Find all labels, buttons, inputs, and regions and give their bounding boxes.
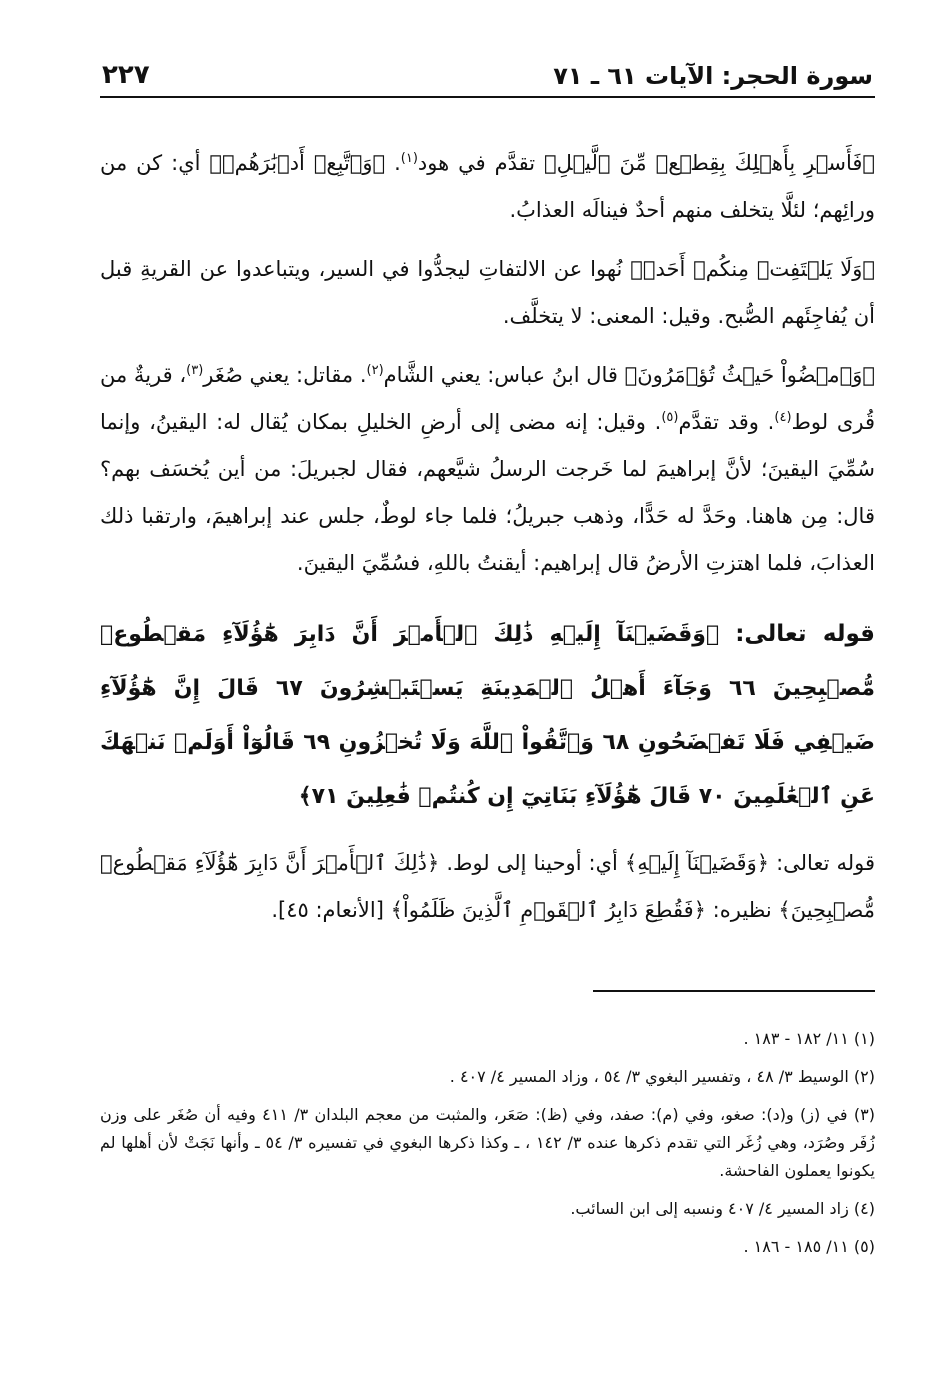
page-number: ٢٢٧ xyxy=(102,60,150,90)
quran-block-lead: قوله تعالى: xyxy=(735,621,875,647)
footnote-separator xyxy=(593,990,875,992)
paragraph-3-text-e: . وقيل: إنه مضى إلى أرضِ الخليلِ بمكان يُقال له: اليقينُ، وإنما سُمِّيَ اليقينَ؛ لأنَّ إبراهيمَ لما خَرجت الرسلُ شيَّعهم، فقال لجبريلَ: من أين يُخسَف بهم؟ قال: مِن هاهنا. وحَدَّ له حَدًّا، وذهب جبريلُ؛ فلما جاء لوطٌ، جلس عند إبراهيمَ، وارتقبا ذلك العذابَ، فلما اهتزتِ الأرضُ قال إبراهيم: أيقنتُ باللهِ، فسُمِّيَ اليقينَ. xyxy=(100,410,875,575)
paragraph-1-text-a: ﴿فَأَسۡرِ بِأَهۡلِكَ بِقِطۡعٖ مِّنَ ٱلَّيۡلِ﴾ تقدَّم في هود xyxy=(417,151,875,175)
paragraph-3-text-d: . وقد تقدَّم xyxy=(678,410,775,434)
footnote-ref-2: (٢) xyxy=(366,363,384,378)
paragraph-3-text-b: . مقاتل: يعني صُغَر xyxy=(203,363,367,387)
paragraph-2-text: ﴿وَلَا يَلۡتَفِتۡ مِنكُمۡ أَحَدٞ﴾ نُهوا عن الالتفاتِ ليجدُّوا في السير، ويتباعدوا عن القريةِ قبل أن يُفاجِئَهم الصُّبح. وقيل: المعنى: لا يتخلَّف. xyxy=(100,257,875,328)
footnote-ref-3: (٣) xyxy=(186,363,204,378)
footnote-4: (٤) زاد المسير ٤/ ٤٠٧ ونسبه إلى ابن السائب. xyxy=(570,1199,875,1218)
footnote-ref-5: (٥) xyxy=(661,410,679,425)
footnote-1: (١) ١١/ ١٨٢ - ١٨٣ . xyxy=(743,1029,875,1048)
footnote-ref-1: (١) xyxy=(400,151,418,166)
footnote-ref-4: (٤) xyxy=(774,410,792,425)
footnote-2: (٢) الوسيط ٣/ ٤٨ ، وتفسير البغوي ٣/ ٥٤ ، وزاد المسير ٤/ ٤٠٧ . xyxy=(449,1067,875,1086)
paragraph-1-text-b: . ﴿وَٱتَّبِعۡ أَدۡبَٰرَهُمۡ﴾ أي: كن من ورائِهم؛ لئلَّا يتخلف منهم أحدٌ فينالَه العذابُ. xyxy=(100,151,875,222)
paragraph-3-text-c: ، قريةٌ من قُرى لوط xyxy=(100,363,875,434)
paragraph-1 xyxy=(100,140,875,234)
running-header xyxy=(100,58,875,98)
paragraph-2 xyxy=(100,246,875,340)
main-text xyxy=(100,140,875,946)
paragraph-3 xyxy=(100,352,875,587)
footnote-5: (٥) ١١/ ١٨٥ - ١٨٦ . xyxy=(743,1237,875,1256)
closing-paragraph: قوله تعالى: ﴿وَقَضَيۡنَآ إِلَيۡهِ﴾ أي: أوحينا إلى لوط. ﴿ذَٰلِكَ ٱلۡأَمۡرَ أَنَّ دَابِرَ هَٰٓؤُلَآءِ مَقۡطُوعٞ مُّصۡبِحِينَ﴾ نظيره: ﴿فَقُطِعَ دَابِرُ ٱلۡقَوۡمِ ٱلَّذِينَ ظَلَمُواْ﴾ [الأنعام: ٤٥]. xyxy=(100,851,875,922)
footnote-3: (٣) في (ز) و(د): صغو، وفي (م): صفد، وفي (ظ): صَعَر، والمثبت من معجم البلدان ٣/ ٤١١ وفيه أن صُغَر على وزن زُفَر وصُرَد، وهي زُغَر التي تقدم ذكرها عنده ٣/ ١٤٢ ، ـ وكذا ذكرها البغوي في تفسيره ٣/ ٥٤ ـ وأنها نَجَتْ لأن أهلها لم يكونوا يعملون الفاحشة. xyxy=(100,1105,875,1180)
header-title: سورة الحجر: الآيات ٦١ ـ ٧١ xyxy=(553,62,873,90)
quran-block-text: ﴿وَقَضَيۡنَآ إِلَيۡهِ ذَٰلِكَ ٱلۡأَمۡرَ أَنَّ دَابِرَ هَٰٓؤُلَآءِ مَقۡطُوعٞ مُّصۡبِحِينَ ٦٦ وَجَآءَ أَهۡلُ ٱلۡمَدِينَةِ يَسۡتَبۡشِرُونَ ٦٧ قَالَ إِنَّ هَٰٓؤُلَآءِ ضَيۡفِي فَلَا تَفۡضَحُونِ ٦٨ وَٱتَّقُواْ ٱللَّهَ وَلَا تُخۡزُونِ ٦٩ قَالُوٓاْ أَوَلَمۡ نَنۡهَكَ عَنِ ٱلۡعَٰلَمِينَ ٧٠ قَالَ هَٰٓؤُلَآءِ بَنَاتِيٓ إِن كُنتُمۡ فَٰعِلِينَ ٧١﴾ xyxy=(100,622,875,809)
paragraph-3-text-a: ﴿وَٱمۡضُواْ حَيۡثُ تُؤۡمَرُونَ﴾ قال ابنُ عباس: يعني الشَّام xyxy=(383,363,875,387)
footnotes xyxy=(100,1025,875,1271)
quran-verses-block xyxy=(100,607,875,824)
